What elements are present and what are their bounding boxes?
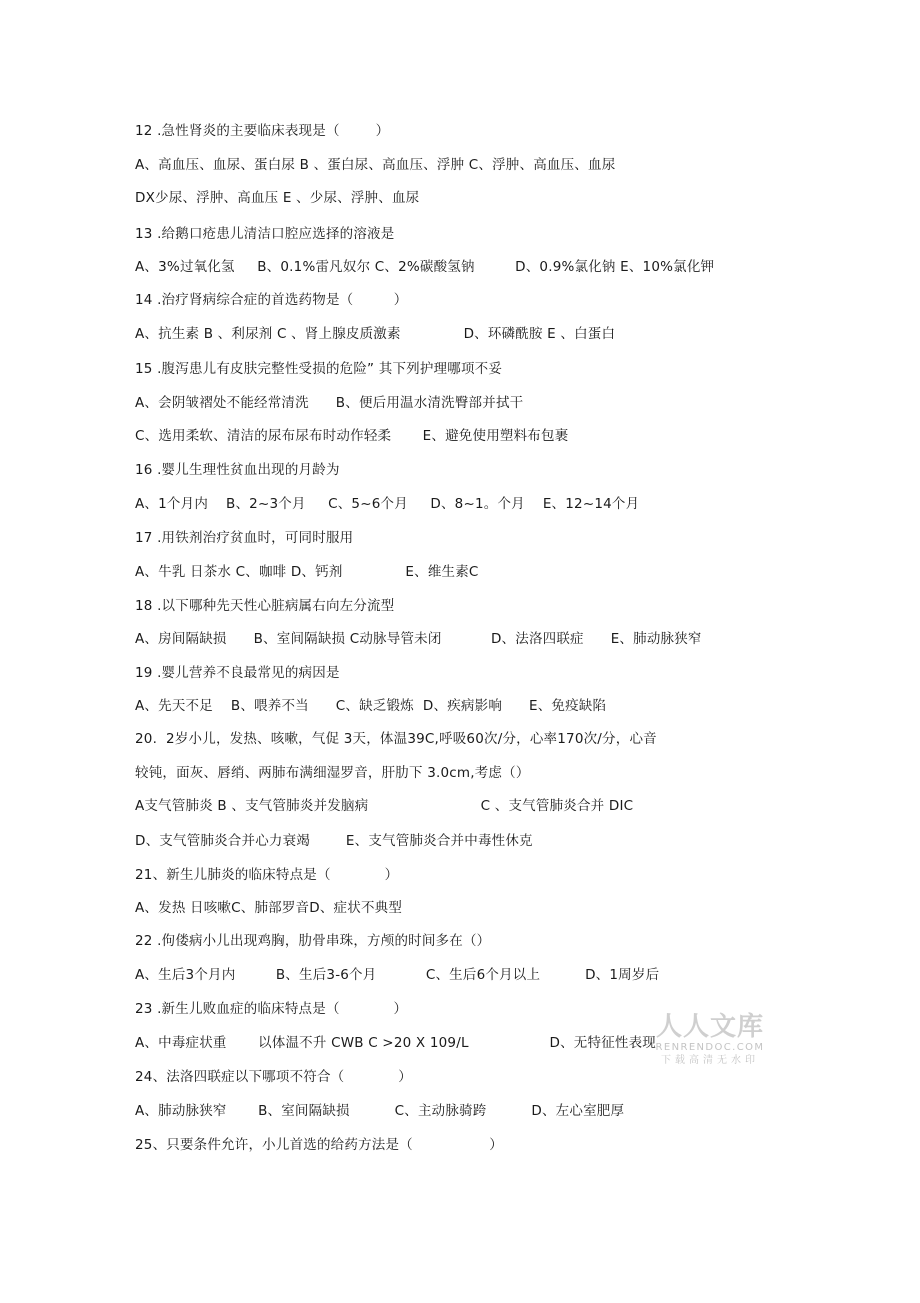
question-24-options: A、肺动脉狭窄 B、室间隔缺损 C、主动脉骑跨 D、左心室肥厚 — [135, 1103, 625, 1119]
question-23-stem: 23 .新生儿败血症的临床特点是（ ） — [135, 1001, 408, 1017]
question-19-stem: 19 .婴儿营养不良最常见的病因是 — [135, 665, 340, 681]
question-12-options-line-1: A、高血压、血尿、蛋白尿 B 、蛋白尿、高血压、浮肿 C、浮肿、高血压、血尿 — [135, 157, 616, 173]
question-20-options-line-2: D、支气管肺炎合并心力衰竭 E、支气管肺炎合并中毒性休克 — [135, 833, 533, 849]
question-20-options-line-1: A支气管肺炎 B 、支气管肺炎并发脑病 C 、支气管肺炎合并 DIC — [135, 798, 634, 814]
question-21-options: A、发热 日咳嗽C、肺部罗音D、症状不典型 — [135, 900, 403, 916]
question-23-options: A、中毒症状重 以体温不升 CWB C >20 X 109/L D、无特征性表现 — [135, 1035, 657, 1051]
question-22-options: A、生后3个月内 B、生后3-6个月 C、生后6个月以上 D、1周岁后 — [135, 967, 660, 983]
watermark-title: 人人文库 — [655, 1012, 764, 1042]
question-20-stem-line-1: 20. 2岁小儿，发热、咳嗽，气促 3天，体温39C,呼吸60次/分，心率170次/分，心音 — [135, 731, 657, 747]
question-19-options: A、先天不足 B、喂养不当 C、缺乏锻炼 D、疾病影响 E、免疫缺陷 — [135, 698, 607, 714]
question-17-stem: 17 .用铁剂治疗贫血时，可同时服用 — [135, 530, 354, 546]
question-21-stem: 21、新生儿肺炎的临床特点是（ ） — [135, 867, 399, 883]
question-16-stem: 16 .婴儿生理性贫血出现的月龄为 — [135, 462, 340, 478]
watermark-domain: RENRENDOC.COM — [655, 1042, 765, 1053]
question-14-stem: 14 .治疗肾病综合症的首选药物是（ ） — [135, 292, 408, 308]
question-25-stem: 25、只要条件允许，小儿首选的给药方法是（ ） — [135, 1137, 503, 1153]
question-18-stem: 18 .以下哪种先天性心脏病属右向左分流型 — [135, 598, 395, 614]
watermark-logo — [648, 1012, 772, 1068]
question-20-stem-line-2: 较钝，面灰、唇绡、两肺布满细湿罗音，肝肋下 3.0cm,考虑（） — [135, 765, 530, 781]
question-13-stem: 13 .给鹅口疮患儿清洁口腔应选择的溶液是 — [135, 226, 395, 242]
question-22-stem: 22 .佝偻病小儿出现鸡胸，肋骨串珠，方颅的时间多在（） — [135, 933, 491, 949]
question-24-stem: 24、法洛四联症以下哪项不符合（ ） — [135, 1069, 412, 1085]
question-14-options: A、抗生素 B 、利尿剂 C 、肾上腺皮质激素 D、环磷酰胺 E 、白蛋白 — [135, 326, 616, 342]
question-17-options: A、牛乳 日茶水 C、咖啡 D、钙剂 E、维生素C — [135, 564, 479, 580]
question-16-options: A、1个月内 B、2~3个月 C、5~6个月 D、8~1。个月 E、12~14个月 — [135, 496, 640, 512]
watermark-subtitle: 下载高清无水印 — [661, 1055, 759, 1066]
question-15-options-line-1: A、会阴皱褶处不能经常清洗 B、便后用温水清洗臀部并拭干 — [135, 395, 524, 411]
question-12-options-line-2: DX少尿、浮肿、高血压 E 、少尿、浮肿、血尿 — [135, 190, 420, 206]
question-12-stem: 12 .急性肾炎的主要临床表现是（ ） — [135, 123, 390, 139]
question-15-options-line-2: C、选用柔软、清洁的尿布尿布时动作轻柔 E、避免使用塑料布包裹 — [135, 428, 569, 444]
question-13-options: A、3%过氧化氢 B、0.1%雷凡奴尔 C、2%碳酸氢钠 D、0.9%氯化钠 E、10%氯化钾 — [135, 259, 715, 275]
question-15-stem: 15 .腹泻患儿有皮肤完整性受损的危险” 其下列护理哪项不妥 — [135, 361, 503, 377]
question-18-options: A、房间隔缺损 B、室间隔缺损 C动脉导管未闭 D、法洛四联症 E、肺动脉狭窄 — [135, 631, 702, 647]
